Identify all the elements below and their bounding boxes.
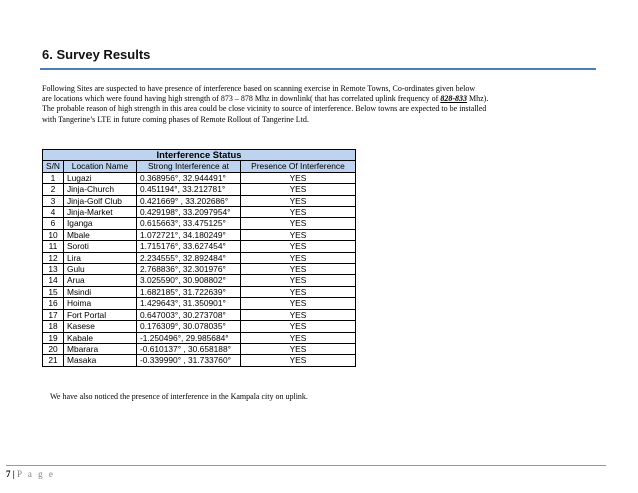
table-row <box>43 298 356 309</box>
row-coordinates: 0.615663°, 33.475125° <box>136 218 240 229</box>
intro-line-2-end: Mhz). <box>467 94 489 104</box>
row-location: Fort Portal <box>63 309 136 320</box>
row-sn: 16 <box>43 298 64 309</box>
row-coordinates: 0.647003°, 30.273708° <box>136 309 240 320</box>
row-sn: 10 <box>43 229 64 240</box>
intro-line-1: Following Sites are suspected to have presence of interference based on scanning exercise in Remote Towns, Co-ordinates given below <box>42 84 476 93</box>
table-row <box>43 172 356 183</box>
row-sn: 20 <box>43 343 64 354</box>
row-sn: 14 <box>43 275 64 286</box>
table-row <box>43 321 356 332</box>
row-coordinates: 2.234555°, 32.892484° <box>136 252 240 263</box>
row-presence: YES <box>240 343 355 354</box>
row-presence: YES <box>240 195 355 206</box>
table-row <box>43 241 356 252</box>
row-location: Msindi <box>63 286 136 297</box>
row-presence: YES <box>240 229 355 240</box>
row-location: Iganga <box>63 218 136 229</box>
table-row <box>43 252 356 263</box>
row-coordinates: 1.072721°, 34.180249° <box>136 229 240 240</box>
row-coordinates: -1.250496°, 29.985684° <box>136 332 240 343</box>
row-coordinates: 0.368956°, 32.944491° <box>136 172 240 183</box>
table-row <box>43 207 356 218</box>
table-row <box>43 332 356 343</box>
row-coordinates: 1.715176°, 33.627454° <box>136 241 240 252</box>
row-presence: YES <box>240 332 355 343</box>
heading-divider <box>40 68 596 70</box>
row-presence: YES <box>240 275 355 286</box>
row-presence: YES <box>240 184 355 195</box>
row-presence: YES <box>240 309 355 320</box>
row-presence: YES <box>240 207 355 218</box>
uplink-frequency-highlight: 828-833 <box>440 94 468 104</box>
row-presence: YES <box>240 286 355 297</box>
table-row <box>43 195 356 206</box>
row-sn: 1 <box>43 172 64 183</box>
table-body <box>43 172 356 366</box>
row-location: Lugazi <box>63 172 136 183</box>
row-coordinates: 1.429643°, 31.350901° <box>136 298 240 309</box>
header-sn: S/N <box>43 161 64 172</box>
intro-line-3: The probable reason of high strength in this area could be close vicinity to source of interference. Below towns are expected to be installed <box>42 104 487 114</box>
row-presence: YES <box>240 241 355 252</box>
table-row <box>43 275 356 286</box>
row-location: Masaka <box>63 355 136 366</box>
row-sn: 19 <box>43 332 64 343</box>
row-location: Kasese <box>63 321 136 332</box>
row-coordinates: 0.421669° , 33.202686° <box>136 195 240 206</box>
row-presence: YES <box>240 172 355 183</box>
row-coordinates: -0.339990° , 31.733760° <box>136 355 240 366</box>
row-sn: 3 <box>43 195 64 206</box>
section-heading: 6. Survey Results <box>42 47 151 62</box>
row-coordinates: 0.176309°, 30.078035° <box>136 321 240 332</box>
row-coordinates: 2.768836°, 32.301976° <box>136 264 240 275</box>
row-location: Jinja-Market <box>63 207 136 218</box>
footer-divider <box>6 465 606 466</box>
table-row <box>43 264 356 275</box>
page-label: P a g e <box>16 469 55 479</box>
row-coordinates: 1.682185°, 31.722639° <box>136 286 240 297</box>
row-sn: 18 <box>43 321 64 332</box>
row-location: Hoima <box>63 298 136 309</box>
header-location: Location Name <box>63 161 136 172</box>
table-title-row <box>43 150 356 161</box>
table-header-row <box>43 161 356 172</box>
row-coordinates: 3.025590°, 30.908802° <box>136 275 240 286</box>
row-presence: YES <box>240 355 355 366</box>
table-row <box>43 309 356 320</box>
intro-paragraph <box>42 84 602 125</box>
row-location: Arua <box>63 275 136 286</box>
intro-line-2-text: are locations which were found having high strength of 873 – 878 Mhz in downlink( that has correlated uplink frequency of <box>42 94 441 104</box>
row-location: Mbarara <box>63 343 136 354</box>
row-sn: 15 <box>43 286 64 297</box>
table-row <box>43 355 356 366</box>
table-row <box>43 343 356 354</box>
intro-line-2 <box>42 94 602 104</box>
row-sn: 4 <box>43 207 64 218</box>
row-location: Lira <box>63 252 136 263</box>
kampala-note: We have also noticed the presence of interference in the Kampala city on uplink. <box>50 392 308 401</box>
intro-line-4: with Tangerine’s LTE in future coming phases of Remote Rollout of Tangerine Ltd. <box>42 114 309 124</box>
row-location: Kabale <box>63 332 136 343</box>
row-sn: 17 <box>43 309 64 320</box>
header-strong-interference: Strong Interference at <box>136 161 240 172</box>
table-row <box>43 229 356 240</box>
row-location: Mbale <box>63 229 136 240</box>
row-presence: YES <box>240 252 355 263</box>
table-row <box>43 286 356 297</box>
page-number: 7 <box>6 469 11 479</box>
row-coordinates: 0.429198°, 33.2097954° <box>136 207 240 218</box>
row-sn: 6 <box>43 218 64 229</box>
row-location: Soroti <box>63 241 136 252</box>
row-sn: 21 <box>43 355 64 366</box>
header-presence: Presence Of Interference <box>240 161 355 172</box>
row-presence: YES <box>240 264 355 275</box>
row-location: Jinja-Golf Club <box>63 195 136 206</box>
page-separator: | <box>12 469 15 479</box>
table-row <box>43 184 356 195</box>
row-presence: YES <box>240 298 355 309</box>
row-sn: 11 <box>43 241 64 252</box>
table-title: Interference Status <box>43 150 356 161</box>
interference-status-table <box>42 149 356 367</box>
page-footer <box>6 469 55 479</box>
row-coordinates: -0.610137° , 30.658188° <box>136 343 240 354</box>
row-presence: YES <box>240 321 355 332</box>
row-location: Gulu <box>63 264 136 275</box>
row-sn: 2 <box>43 184 64 195</box>
row-coordinates: 0.451194°, 33.212781° <box>136 184 240 195</box>
row-sn: 13 <box>43 264 64 275</box>
row-presence: YES <box>240 218 355 229</box>
table-row <box>43 218 356 229</box>
row-sn: 12 <box>43 252 64 263</box>
row-location: Jinja-Church <box>63 184 136 195</box>
